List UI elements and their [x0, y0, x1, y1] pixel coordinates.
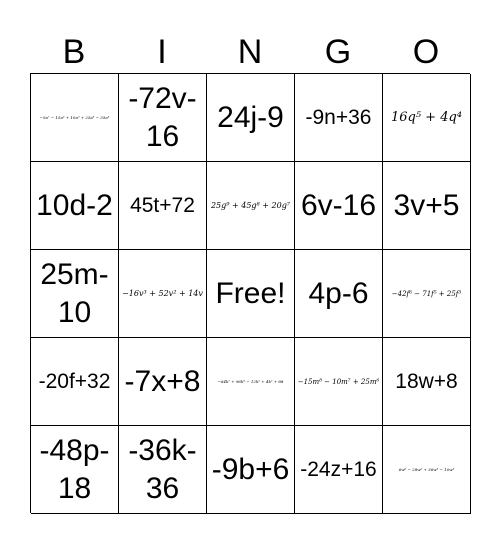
cell-expression: -9b+6 [211, 452, 290, 486]
bingo-cell-o4[interactable] [383, 338, 471, 426]
bingo-cell-i5[interactable] [119, 426, 207, 514]
cell-expression: -72v-16 [128, 81, 197, 153]
cell-expression: -9n+36 [305, 105, 372, 129]
bingo-cell-n5[interactable] [207, 426, 295, 514]
cell-expression: 25m-10 [40, 257, 109, 329]
bingo-cell-n1[interactable] [207, 74, 295, 162]
bingo-cell-b2[interactable] [31, 162, 119, 250]
bingo-cell-g3[interactable] [295, 250, 383, 338]
bingo-cell-i3[interactable] [119, 250, 207, 338]
cell-expression: −64k⁷ + 96k⁶ − 12k⁵ + 4k² + 88 [217, 379, 284, 384]
cell-expression: −16v³ + 52v² + 14v [122, 289, 203, 298]
cell-expression: 16q⁵ + 4q⁴ [390, 110, 463, 125]
header-letter-o: O [412, 33, 440, 71]
bingo-board [30, 73, 470, 513]
cell-expression: 24j-9 [217, 100, 284, 134]
bingo-cell-n3[interactable] [207, 250, 295, 338]
header-letter-n: N [237, 33, 263, 71]
bingo-cell-b1[interactable] [31, 74, 119, 162]
bingo-cell-g5[interactable] [295, 426, 383, 514]
bingo-cell-o5[interactable] [383, 426, 471, 514]
header-letter-i: I [157, 33, 167, 71]
bingo-cell-b3[interactable] [31, 250, 119, 338]
cell-expression: −42f⁶ − 71f⁵ + 25f³ [391, 289, 462, 298]
cell-expression: -7x+8 [124, 364, 201, 398]
bingo-cell-i4[interactable] [119, 338, 207, 426]
bingo-cell-n4[interactable] [207, 338, 295, 426]
bingo-cell-o3[interactable] [383, 250, 471, 338]
cell-expression: -48p-18 [39, 433, 110, 505]
cell-expression: 25g⁹ + 45g⁸ + 20g⁷ [210, 201, 291, 210]
bingo-cell-o2[interactable] [383, 162, 471, 250]
bingo-cell-o1[interactable] [383, 74, 471, 162]
bingo-cell-g2[interactable] [295, 162, 383, 250]
bingo-cell-g4[interactable] [295, 338, 383, 426]
cell-expression: -20f+32 [38, 369, 111, 393]
bingo-cell-b4[interactable] [31, 338, 119, 426]
bingo-header [30, 30, 470, 74]
cell-expression: Free! [215, 276, 286, 310]
bingo-cell-g1[interactable] [295, 74, 383, 162]
cell-expression: 6w⁶ − 28w⁵ + 36w⁴ − 10w³ [398, 467, 455, 472]
cell-expression: −15m⁸ − 10m⁷ + 25m⁶ [297, 377, 380, 386]
cell-expression: −5a⁷ − 15a⁶ + 10a⁵ + 25a⁴ − 35a³ [39, 115, 110, 120]
bingo-cell-n2[interactable] [207, 162, 295, 250]
bingo-cell-i1[interactable] [119, 74, 207, 162]
header-letter-g: G [324, 33, 352, 71]
cell-expression: -24z+16 [300, 457, 377, 481]
cell-expression: 45t+72 [130, 193, 195, 217]
cell-expression: 3v+5 [393, 188, 460, 222]
cell-expression: 10d-2 [36, 188, 113, 222]
cell-expression: -36k-36 [128, 433, 197, 505]
cell-expression: 6v-16 [300, 188, 377, 222]
header-letter-b: B [62, 33, 86, 71]
cell-expression: 4p-6 [308, 276, 369, 310]
bingo-cell-i2[interactable] [119, 162, 207, 250]
bingo-cell-b5[interactable] [31, 426, 119, 514]
cell-expression: 18w+8 [395, 369, 458, 393]
